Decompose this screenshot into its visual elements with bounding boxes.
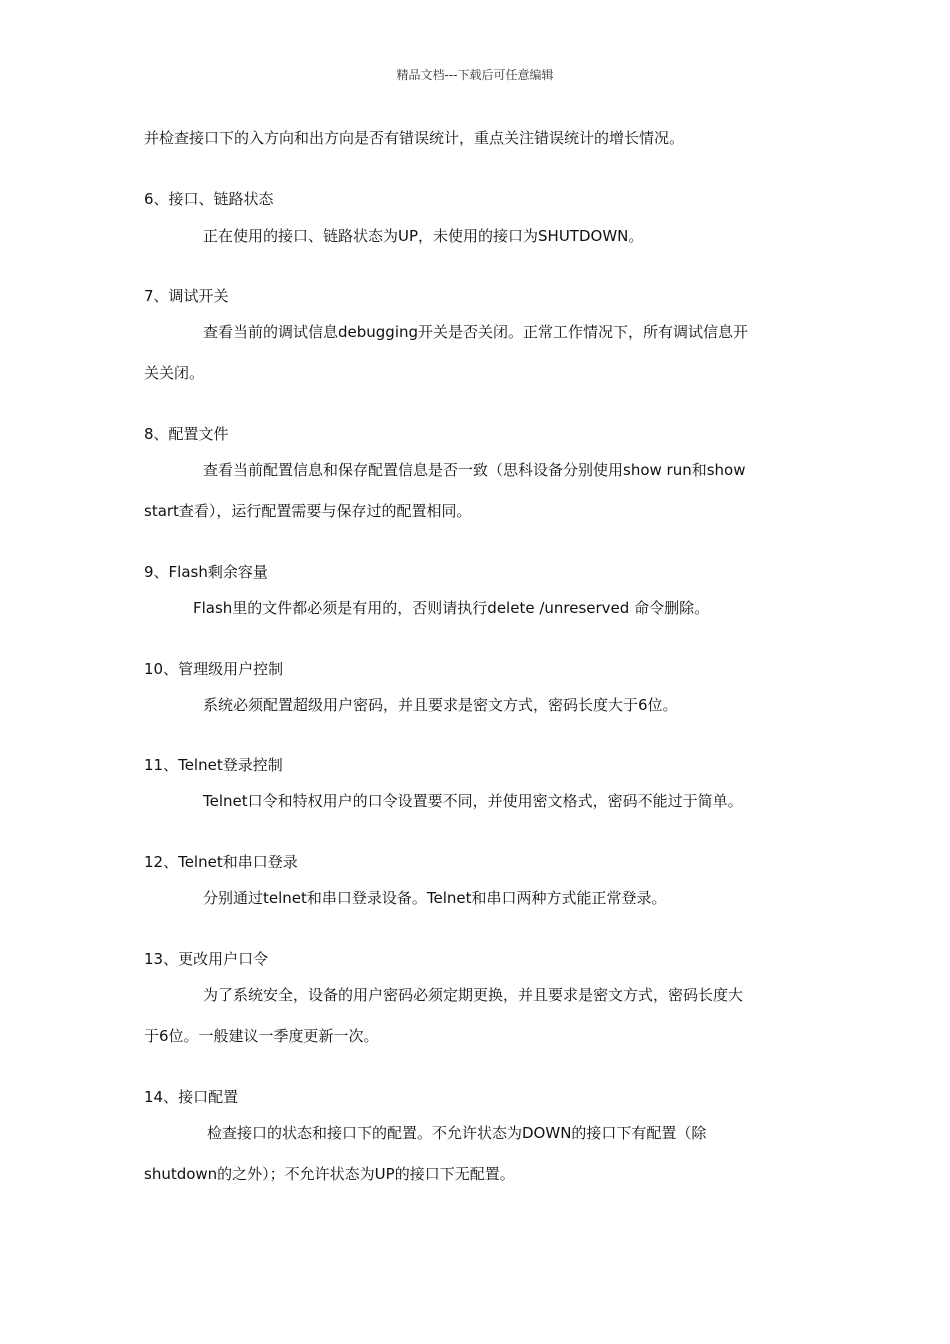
section-text: shutdown的之外）；不允许状态为UP的接口下无配置。 [144, 1165, 515, 1183]
section-text: 系统必须配置超级用户密码，并且要求是密文方式，密码长度大于6位。 [203, 696, 678, 714]
section-heading: 11、Telnet登录控制 [144, 756, 283, 774]
section-heading: 7、调试开关 [144, 287, 229, 305]
section-text: 正在使用的接口、链路状态为UP，未使用的接口为SHUTDOWN。 [203, 227, 644, 245]
section-heading: 14、接口配置 [144, 1088, 239, 1106]
section-text: 查看当前配置信息和保存配置信息是否一致（思科设备分别使用show run和show [203, 461, 746, 479]
page-header: 精品文档---下载后可任意编辑 [396, 68, 554, 82]
section-text: 于6位。一般建议一季度更新一次。 [144, 1027, 379, 1045]
section-heading: 6、接口、链路状态 [144, 190, 274, 208]
section-text: 关关闭。 [144, 364, 205, 382]
section-text: 检查接口的状态和接口下的配置。不允许状态为DOWN的接口下有配置（除 [207, 1124, 707, 1142]
section-heading: 9、Flash剩余容量 [144, 563, 268, 581]
section-text: Flash里的文件都必须是有用的，否则请执行delete /unreserved 命令删除。 [193, 599, 710, 617]
section-heading: 8、配置文件 [144, 425, 229, 443]
section-text: 为了系统安全，设备的用户密码必须定期更换，并且要求是密文方式，密码长度大 [203, 986, 744, 1004]
intro-text: 并检查接口下的入方向和出方向是否有错误统计，重点关注错误统计的增长情况。 [144, 129, 685, 147]
section-heading: 13、更改用户口令 [144, 950, 269, 968]
section-text: 查看当前的调试信息debugging开关是否关闭。正常工作情况下，所有调试信息开 [203, 323, 749, 341]
section-text: start查看），运行配置需要与保存过的配置相同。 [144, 502, 472, 520]
section-heading: 12、Telnet和串口登录 [144, 853, 298, 871]
section-heading: 10、管理级用户控制 [144, 660, 284, 678]
section-text: 分别通过telnet和串口登录设备。Telnet和串口两种方式能正常登录。 [203, 889, 667, 907]
section-text: Telnet口令和特权用户的口令设置要不同，并使用密文格式，密码不能过于简单。 [203, 792, 743, 810]
